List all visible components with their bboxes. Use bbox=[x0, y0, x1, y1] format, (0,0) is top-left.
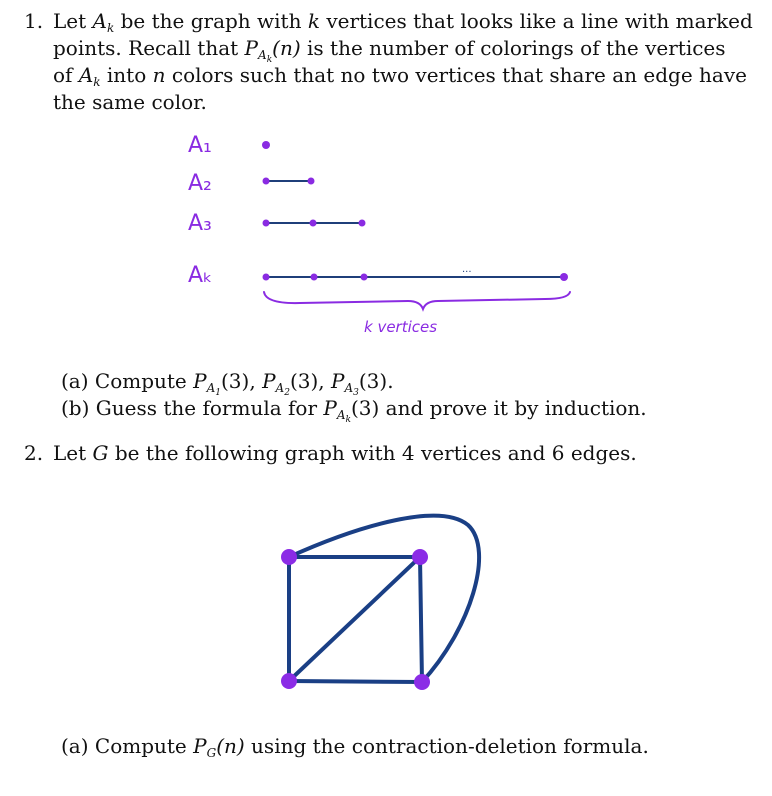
problem-1-line-4: the same color. bbox=[53, 90, 207, 114]
ak-vertex bbox=[361, 274, 368, 281]
vertex-bottom-right bbox=[414, 674, 430, 690]
problem-1-line-3: of $A_k$ into n colors such that no two vertices that share an edge have bbox=[53, 63, 747, 89]
ak-vertex bbox=[311, 274, 318, 281]
ak-vertex bbox=[263, 274, 270, 281]
label-a2: A₂ bbox=[188, 171, 212, 196]
ellipsis: ... bbox=[462, 264, 472, 275]
edge-right bbox=[420, 557, 422, 682]
graph-g-figure bbox=[0, 500, 772, 700]
problem-1-line-2: points. Recall that $P_{A_k}(n)$ is the number of colorings of the vertices bbox=[53, 36, 726, 65]
label-ak: Aₖ bbox=[188, 263, 213, 288]
edge-curve bbox=[289, 516, 479, 682]
a2-vertex bbox=[308, 178, 315, 185]
edge-diagonal bbox=[289, 557, 420, 681]
brace bbox=[264, 292, 570, 309]
problem-1-part-a: (a) Compute $P_{A_1}(3)$, $P_{A_2}(3)$, $P_{A_3}(3)$. bbox=[61, 369, 394, 398]
a3-vertex bbox=[359, 220, 366, 227]
problem-number: 2. bbox=[24, 441, 44, 465]
a3-vertex bbox=[310, 220, 317, 227]
label-a1: A₁ bbox=[188, 133, 212, 158]
problem-number: 1. bbox=[24, 9, 44, 33]
problem-2-part-a: (a) Compute $P_G(n)$ using the contraction-deletion formula. bbox=[61, 734, 649, 760]
a1-vertex bbox=[262, 141, 270, 149]
vertex-bottom-left bbox=[281, 673, 297, 689]
ak-vertex bbox=[560, 273, 568, 281]
path-graphs-figure bbox=[0, 120, 772, 350]
problem-1-line-1: Let $A_k$ be the graph with k vertices that looks like a line with marked bbox=[53, 9, 753, 35]
edge-bottom bbox=[289, 681, 422, 682]
a2-vertex bbox=[263, 178, 270, 185]
a3-vertex bbox=[263, 220, 270, 227]
vertex-top-left bbox=[281, 549, 297, 565]
vertex-top-right bbox=[412, 549, 428, 565]
problem-2-statement: Let G be the following graph with 4 vertices and 6 edges. bbox=[53, 441, 637, 465]
brace-label: k vertices bbox=[364, 318, 438, 336]
label-a3: A₃ bbox=[188, 211, 212, 236]
problem-1-part-b: (b) Guess the formula for $P_{A_k}(3)$ and prove it by induction. bbox=[61, 396, 647, 425]
